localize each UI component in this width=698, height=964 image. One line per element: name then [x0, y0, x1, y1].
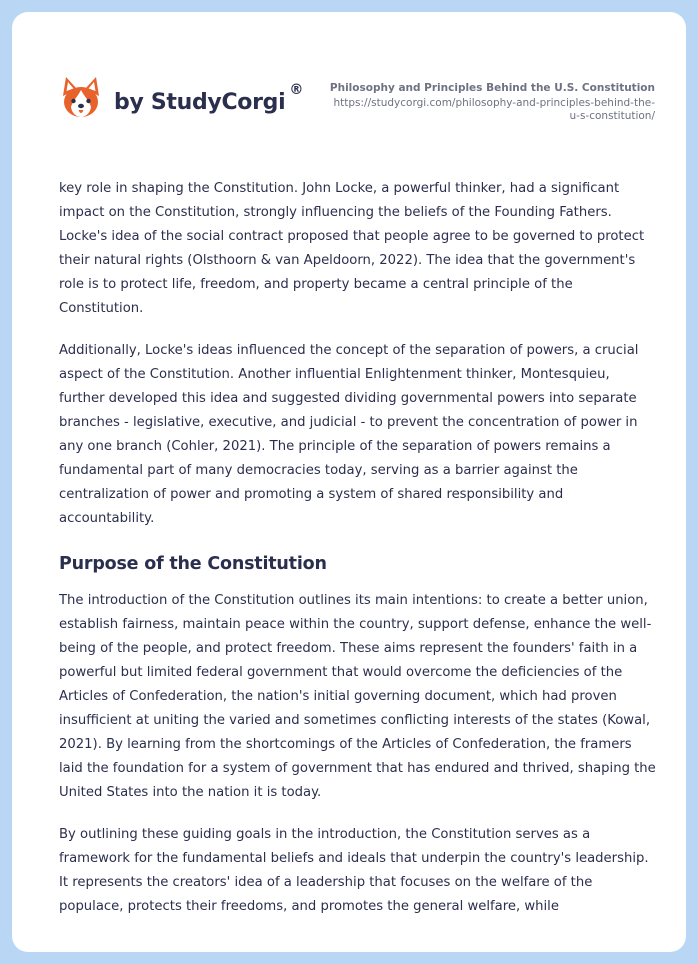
document-title: Philosophy and Principles Behind the U.S. Constitution	[329, 82, 655, 94]
section-paragraph: The introduction of the Constitution outlines its main intentions: to create a better union, establish fairness, maintain peace within the country, support defense, enhance the well-being of the people, and protect freedom. These aims represent the founders' faith in a powerful but limited federal government that would overcome the deficiencies of the Articles of Confederation, the nation's initial governing document, which had proven insufficient at uniting the varied and sometimes conflicting interests of the states (Kowal, 2021). By learning from the shortcomings of the Articles of Confederation, the framers laid the foundation for a system of government that has endured and thrived, shaping the United States into the nation it is today.	[59, 593, 656, 800]
document-url-line-2[interactable]: u-s-constitution/	[569, 110, 655, 122]
document-meta	[295, 81, 655, 123]
registered-mark: ®	[289, 82, 304, 98]
document-page	[12, 12, 686, 952]
body-paragraph: key role in shaping the Constitution. John Locke, a powerful thinker, had a significant impact on the Constitution, strongly influencing the beliefs of the Founding Fathers. Locke's idea of the social contract proposed that people agree to be governed to protect their natural rights (Olsthoorn & van Apeldoorn, 2022). The idea that the government's role is to protect life, freedom, and property became a central principle of the Constitution.	[59, 181, 645, 316]
brand-name: by StudyCorgi	[114, 89, 286, 115]
section-paragraph: By outlining these guiding goals in the introduction, the Constitution serves as a framework for the fundamental beliefs and ideals that underpin the country's leadership. It represents the creators' idea of a leadership that focuses on the welfare of the populace, protects their freedoms, and promotes the general welfare, while	[59, 827, 649, 914]
document-url[interactable]	[295, 97, 655, 123]
studycorgi-logo[interactable]	[60, 76, 303, 122]
document-body	[59, 177, 659, 937]
corgi-icon	[60, 76, 102, 122]
document-url-line-1[interactable]: https://studycorgi.com/philosophy-and-principles-behind-the-	[333, 97, 655, 109]
section-heading: Purpose of the Constitution	[59, 554, 327, 574]
page-header	[12, 12, 686, 152]
body-paragraph: Additionally, Locke's ideas influenced the concept of the separation of powers, a crucial aspect of the Constitution. Another influential Enlightenment thinker, Montesquieu, further developed this idea and suggested dividing governmental powers into separate branches - legislative, executive, and judicial - to prevent the concentration of power in any one branch (Cohler, 2021). The principle of the separation of powers remains a fundamental part of many democracies today, serving as a barrier against the centralization of power and promoting a system of shared responsibility and accountability.	[59, 343, 639, 526]
